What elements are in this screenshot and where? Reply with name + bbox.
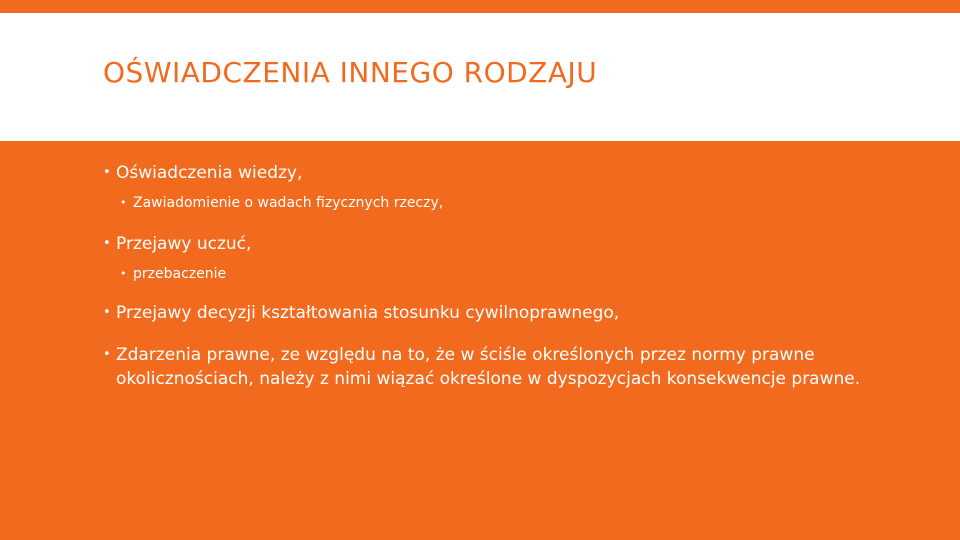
sub-bullet-text: przebaczenie — [133, 266, 227, 282]
sub-bullet-item — [120, 263, 873, 285]
bullet-marker-icon: • — [103, 305, 111, 320]
bullet-marker-icon: • — [120, 267, 127, 280]
bullet-item — [103, 232, 873, 256]
bullet-list — [103, 161, 873, 391]
sub-bullet-text: Zawiadomienie o wadach fizycznych rzeczy, — [133, 195, 444, 211]
slide-title: OŚWIADCZENIA INNEGO RODZAJU — [103, 56, 598, 89]
bullet-marker-icon: • — [120, 196, 127, 209]
bullet-marker-icon: • — [103, 165, 111, 180]
bullet-item — [103, 161, 873, 185]
bullet-marker-icon: • — [103, 347, 111, 362]
sub-bullet-item — [120, 192, 873, 214]
bullet-text: Oświadczenia wiedzy, — [116, 163, 303, 183]
bullet-marker-icon: • — [103, 236, 111, 251]
bullet-text: Zdarzenia prawne, ze względu na to, że w ściśle określonych przez normy prawne okolicznościach, należy z nimi wiązać określone w dyspozycjach konsekwencje prawne. — [116, 345, 861, 389]
bullet-item — [103, 301, 873, 325]
bullet-text: Przejawy uczuć, — [116, 234, 252, 254]
bullet-text: Przejawy decyzji kształtowania stosunku cywilnoprawnego, — [116, 303, 620, 323]
bullet-item — [103, 343, 873, 391]
